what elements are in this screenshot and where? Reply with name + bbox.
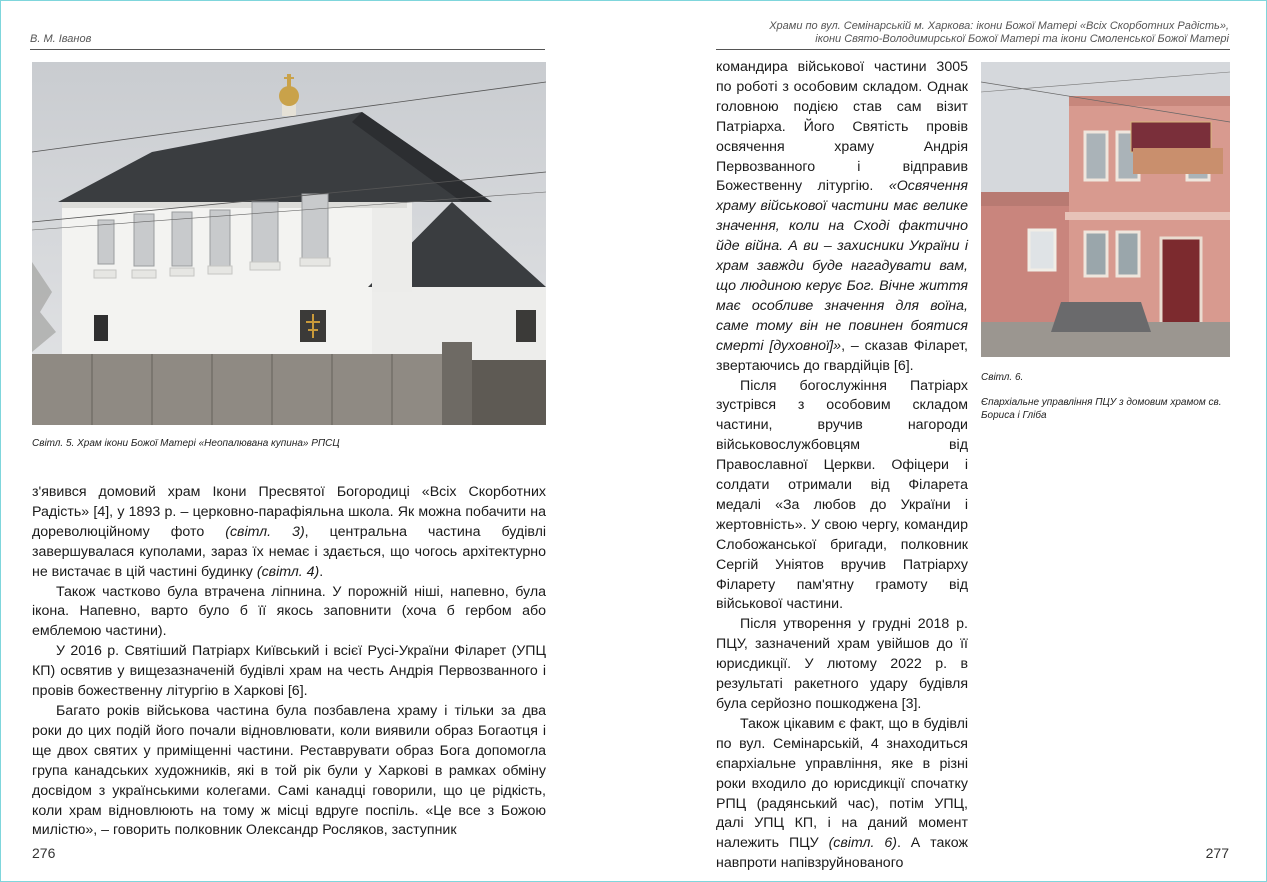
right-paragraph-2: Після богослужіння Патріарх зустрівся з особовим складом частини, вручив нагороди військовослужбовцям від Православної Церкви. Офіцери і солдати отримали від Філарета медалі «За любов до України і жертовність». У свою чергу, командир Слобожанської бригади, полковник Сергій Уніятов вручив Патріарху Філарету пам'ятну грамоту від військової частини. <box>716 377 968 613</box>
left-paragraph-3: У 2016 р. Святіший Патріарх Київський і всієї Русі-України Філарет (УПЦ КП) освятив у вищезазначеній будівлі храм на честь Андрія Первозванного і провів божественну літургію в Харкові [6]. <box>32 643 546 700</box>
photo-5-caption: Світл. 5. Храм ікони Божої Матері «Неопалювана купина» РПСЦ <box>32 438 340 449</box>
left-paragraph-2: Також частково була втрачена ліпнина. У порожній ніші, напевно, була ікона. Напевно, варто було б її якось заповнити (хоча б гербом або емблемою частини). <box>32 583 546 640</box>
italic-reference: «Освячення храму військової частини має велике значення, коли на Сході фактично йде війна. А ви – захисники України і храм завжди буде нагадувати вам, що людиною керує Бог. Вічне життя має особливе значення для воїна, саме тому він не повинен боятися смерті [духовної]» <box>716 178 968 354</box>
running-head-title <box>669 20 1229 46</box>
left-page <box>0 0 633 882</box>
header-rule <box>30 49 545 50</box>
italic-reference: (світл. 3) <box>225 523 305 540</box>
left-paragraph-1: з'явився домовий храм Ікони Пресвятої Богородиці «Всіх Скорботних Радість» [4], у 1893 р. – церковно-парафіяльна школа. Як можна побачити на дореволюційному фото (світл. 3), центральна частина будівлі завершувалася куполами, зараз їх немає і здається, що чогось архітектурно не вистачає в цій частині будинку (світл. 4). <box>32 484 546 580</box>
header-rule <box>716 49 1230 50</box>
right-body-text <box>716 58 968 874</box>
church-photo-drawing <box>32 62 546 425</box>
page-number-left: 276 <box>32 845 56 861</box>
photo-eparchial-office <box>981 62 1230 357</box>
running-head-line-2: ікони Свято-Володимирської Божої Матері та ікони Смоленської Божої Матері <box>815 33 1229 45</box>
right-page <box>633 0 1267 882</box>
photo-6-caption: Єпархіальне управління ПЦУ з домовим храмом св. Бориса і Гліба <box>981 397 1222 421</box>
photo-6-label: Світл. 6. <box>981 372 1024 383</box>
eparchial-photo-drawing <box>981 62 1230 357</box>
photo-church-burning-bush <box>32 62 546 425</box>
running-head-author: В. М. Іванов <box>30 33 92 45</box>
page-number-right: 277 <box>1205 845 1229 861</box>
running-head-line-1: Храми по вул. Семінарській м. Харкова: ікони Божої Матері «Всіх Скорботних Радість», <box>769 20 1229 32</box>
left-paragraph-4: Багато років військова частина була позбавлена храму і тільки за два роки до цих подій його почали відновлювати, коли виявили образ Богаотця і ще двох святих у приміщенні частини. Реставрувати образ Бога допомогла група канадських художників, які в той рік були у Харкові в рамках обміну досвідом з українськими колегами. Самі канадці говорили, що це рідкість, коли храм відновлюють на тому ж місці вдруге поспіль. «Це все з Божою милістю», – говорить полковник Олександр Росляков, заступник <box>32 702 546 839</box>
italic-reference: (світл. 6) <box>828 835 897 852</box>
right-paragraph-1: командира військової частини 3005 по роботі з особовим складом. Однак головною подією став сам візит Патріарха. Його Святість провів освячення храму Андрія Первозванного і відправив Божественну літургію. «Освячення храму військової частини має велике значення, коли на Сході фактично йде війна. А ви – захисники України і храм завжди буде нагадувати вам, що людиною керує Бог. Вічне життя має особливе значення для воїна, саме тому він не повинен боятися смерті [духовної]», – сказав Філарет, звертаючись до гвардійців [6]. <box>716 59 968 374</box>
left-body-text <box>32 483 546 841</box>
italic-reference: (світл. 4) <box>256 563 320 580</box>
right-paragraph-4: Також цікавим є факт, що в будівлі по вул. Семінарській, 4 знаходиться єпархіальне управління, яке в різні роки входило до юрисдикції спочатку РПЦ (радянський час), потім УПЦ, далі УПЦ КП, і на даний момент належить ПЦУ (світл. 6). А також навпроти напівзруйнованого <box>716 715 968 872</box>
right-paragraph-3: Після утворення у грудні 2018 р. ПЦУ, зазначений храм увійшов до її юрисдикції. У лютому 2022 р. в результаті ракетного удару будівля була серйозно пошкоджена [3]. <box>716 616 968 712</box>
